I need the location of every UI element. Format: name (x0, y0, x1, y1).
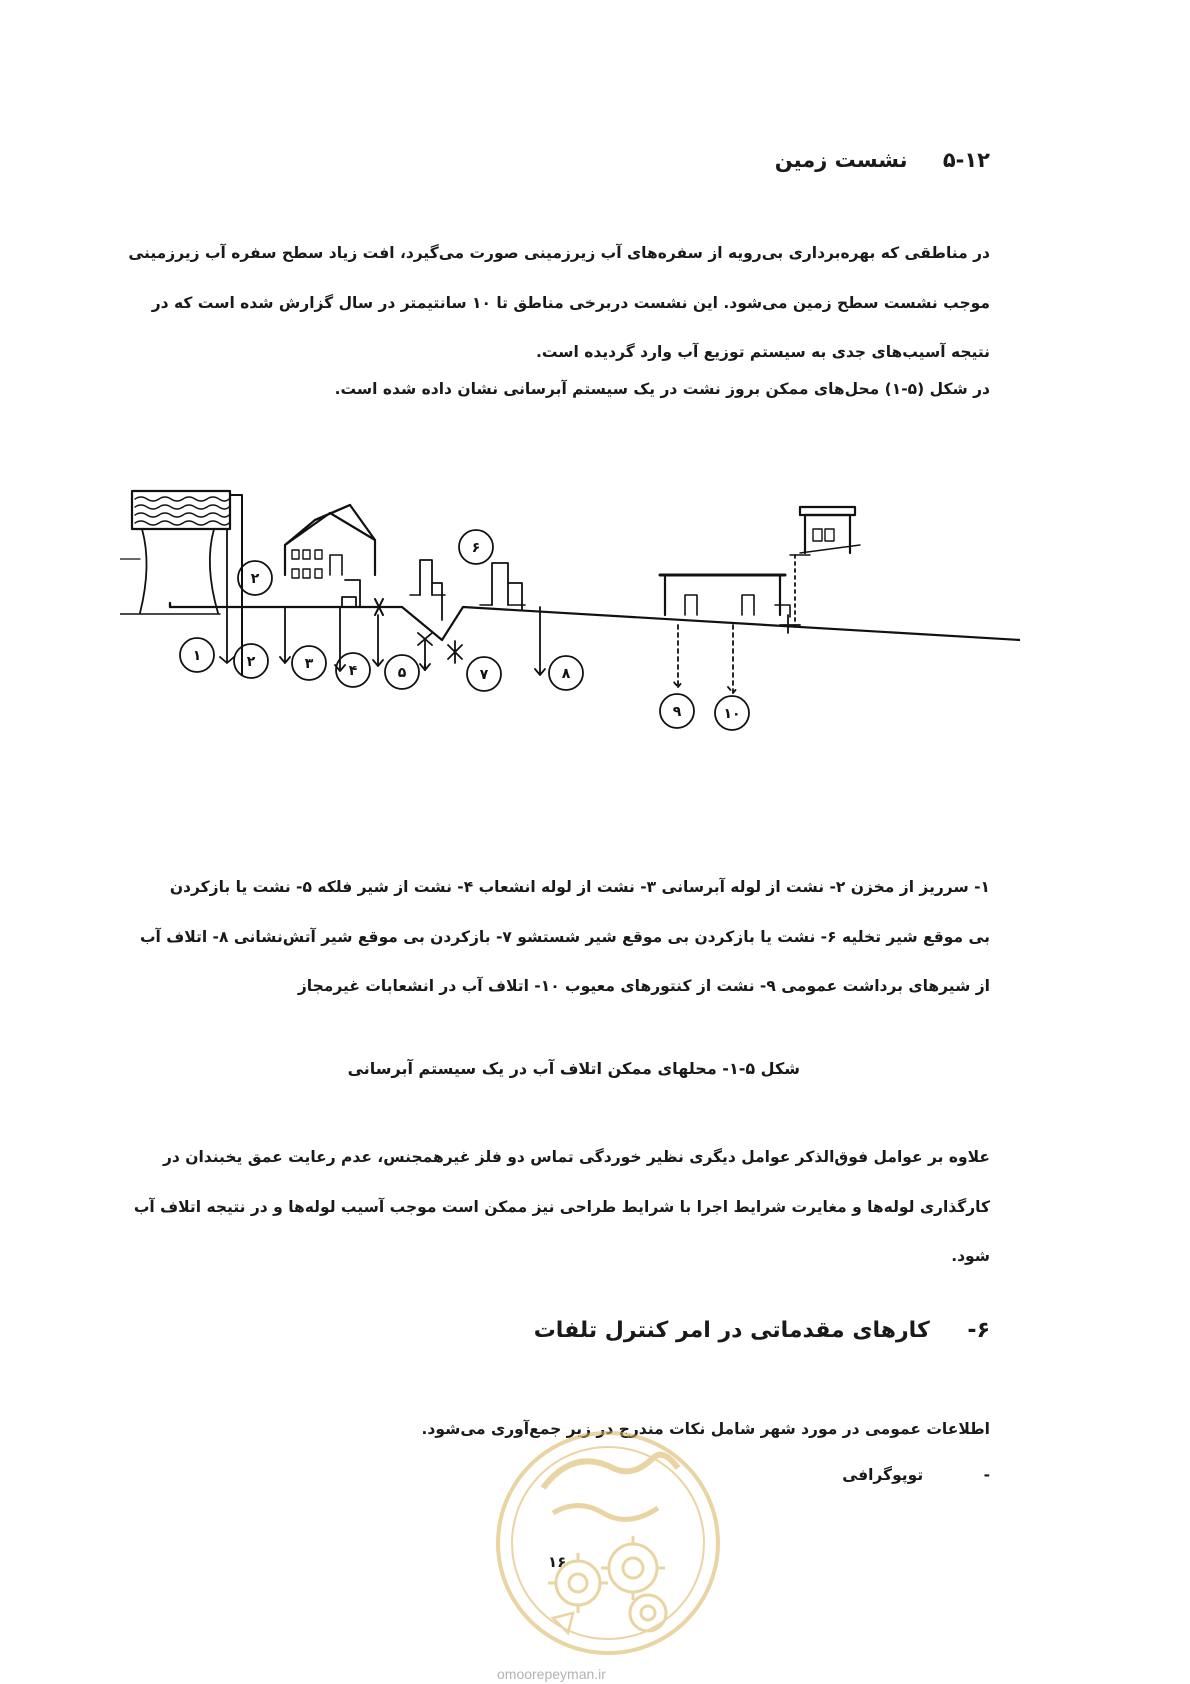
water-system-diagram (120, 465, 1020, 795)
callout-6: ۶ (471, 540, 481, 556)
callout-2: ۲ (246, 654, 256, 670)
text-line: در مناطقی که بهره‌برداری بی‌رویه از سفره‌های آب زیرزمینی صورت می‌گیرد، افت زیاد سطح سفره آب زیرزمینی (128, 244, 990, 262)
text-line: در شکل (۵-۱) محل‌های ممکن بروز نشت در یک سیستم آبرسانی نشان داده شده است. (334, 379, 990, 398)
text-line: کارگذاری لوله‌ها و مغایرت شرایط اجرا با شرایط طراحی نیز ممکن است موجب آسیب لوله‌ها و در نتیجه اتلاف آب (133, 1197, 990, 1216)
callout-7: ۷ (479, 667, 489, 683)
figure-legend (130, 880, 990, 1029)
section-heading (775, 148, 990, 172)
legend-line: از شیرهای برداشت عمومی ۹- نشت از کنتورهای معیوب ۱۰- اتلاف آب در انشعابات غیرمجاز (297, 977, 990, 995)
callout-8: ۸ (561, 666, 571, 682)
info-line: اطلاعات عمومی در مورد شهر شامل نکات مندرج در زیر جمع‌آوری می‌شود. (421, 1420, 990, 1438)
bullet-text: توپوگرافی (842, 1466, 924, 1484)
intro-paragraph (130, 246, 990, 431)
callout-9: ۹ (672, 704, 682, 720)
section-heading-2 (534, 1318, 990, 1343)
section-title: کارهای مقدماتی در امر کنترل تلفات (533, 1318, 930, 1343)
text-line: موجب نشست سطح زمین می‌شود. این نشست دربرخی مناطق تا ۱۰ سانتیمتر در سال گزارش شده است که در (151, 293, 990, 312)
building (660, 575, 790, 617)
section-title: نشست زمین (774, 148, 908, 172)
text-line: علاوه بر عوامل فوق‌الذکر عوامل دیگری نظیر خوردگی تماس دو فلز غیرهمجنس، عدم رعایت عمق یخبندان در (162, 1148, 990, 1166)
callout-4: ۴ (348, 663, 358, 679)
main-pipe (170, 603, 1020, 640)
section-number: ۵-۱۲ (942, 148, 990, 172)
watermark-logo-icon (483, 1418, 733, 1668)
legend-line: بی موقع شیر تخلیه ۶- نشت یا بازکردن بی موقع شیر شستشو ۷- بازکردن بی موقع شیر آتش‌نشانی ۸- اتلاف آب (139, 927, 990, 946)
text-line: شود. (951, 1247, 990, 1265)
small-house (800, 507, 860, 553)
callout-2-house: ۲ (250, 571, 260, 587)
callout-3: ۳ (304, 656, 314, 672)
figure-caption: شکل ۵-۱- محلهای ممکن اتلاف آب در یک سیستم آبرسانی (347, 1059, 800, 1078)
callout-5: ۵ (397, 665, 407, 681)
watermark-url: omoorepeyman.ir (497, 1666, 606, 1682)
bullet-item (842, 1466, 990, 1484)
legend-line: ۱- سرریز از مخزن ۲- نشت از لوله آبرسانی ۳- نشت از لوله انشعاب ۴- نشت از شیر فلکه ۵- نشت یا بازکردن (169, 878, 990, 896)
page-number: ۱۶ (548, 1553, 567, 1571)
house (285, 505, 375, 607)
text-line: نتیجه آسیب‌های جدی به سیستم توزیع آب وارد گردیده است. (535, 343, 990, 361)
body-paragraph (130, 1150, 990, 1299)
bullet-dash: - (983, 1466, 990, 1484)
callout-10: ۱۰ (723, 706, 741, 722)
callout-1: ۱ (192, 648, 202, 664)
section-number: ۶- (967, 1318, 990, 1343)
